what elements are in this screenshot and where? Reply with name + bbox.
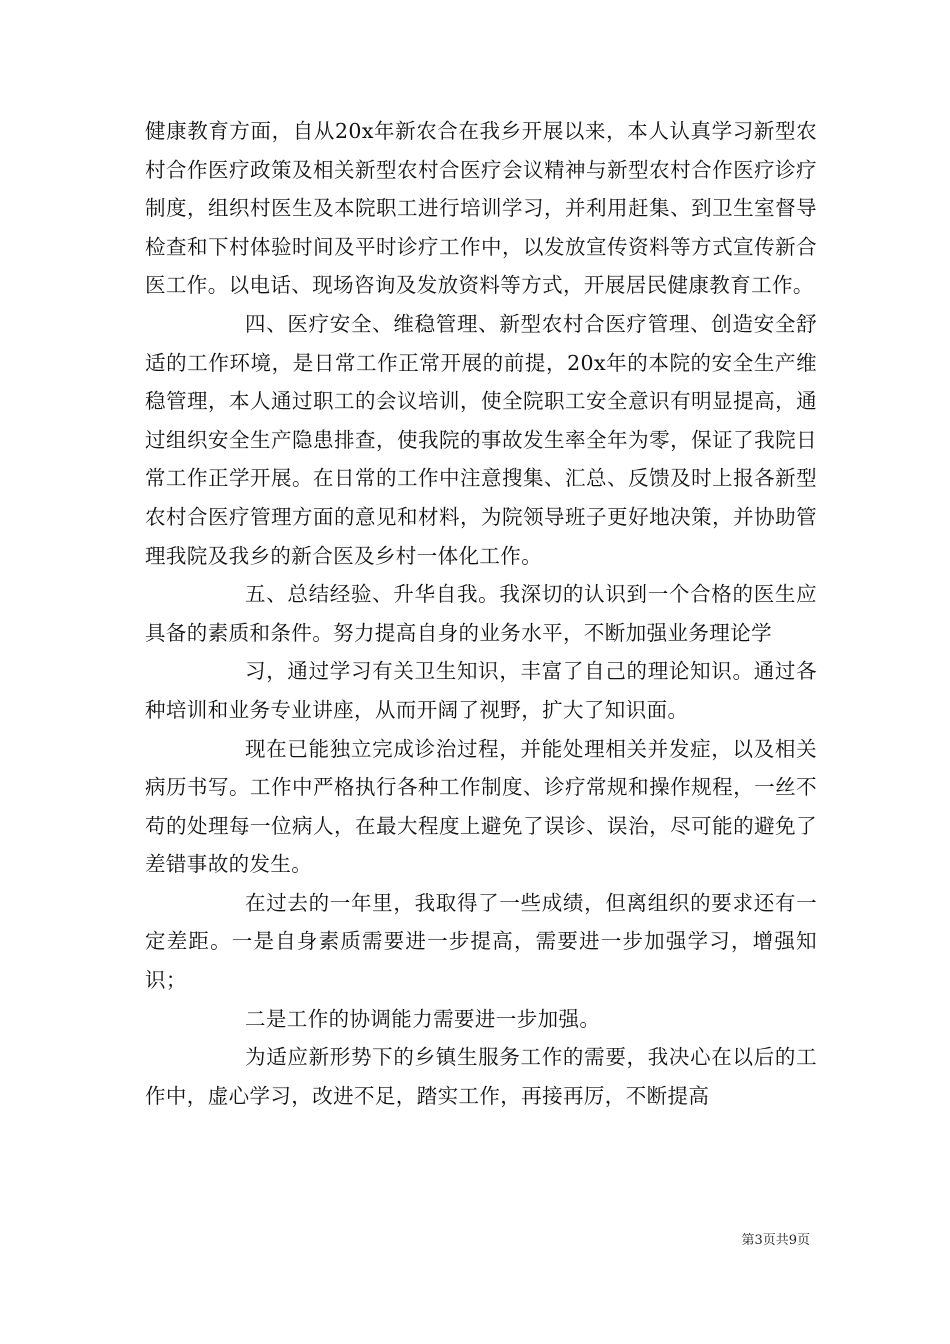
paragraph-health-education: 健康教育方面，自从20x年新农合在我乡开展以来，本人认真学习新型农村合作医疗政策及相关新型农村合医疗会议精神与新型农村合作医疗诊疗制度，组织村医生及本院职工进行培训学习，并利用赶集、到卫生室督导检查和下村体验时间及平时诊疗工作中，以发放宣传资料等方式宣传新合医工作。以电话、现场咨询及发放资料等方式，开展居民健康教育工作。	[145, 119, 817, 298]
paragraph-future-resolve: 为适应新形势下的乡镇生服务工作的需要，我决心在以后的工作中，虚心学习，改进不足，踏实工作，再接再厉，不断提高	[145, 1045, 817, 1108]
body-text	[145, 112, 817, 1115]
paragraph-coordination: 二是工作的协调能力需要进一步加强。	[245, 1006, 601, 1031]
paragraph-medical-safety: 四、医疗安全、维稳管理、新型农村合医疗管理、创造安全舒适的工作环境，是日常工作正常开展的前提，20x年的本院的安全生产维稳管理，本人通过职工的会议培训，使全院职工安全意识有明显提高，通过组织安全生产隐患排查，使我院的事故发生率全年为零，保证了我院日常工作正学开展。在日常的工作中注意搜集、汇总、反馈及时上报各新型农村合医疗管理方面的意见和材料，为院领导班子更好地决策，并协助管理我院及我乡的新合医及乡村一体化工作。	[145, 311, 817, 568]
page-number: 第3页共9页	[741, 1233, 810, 1248]
paragraph-summary-experience: 五、总结经验、升华自我。我深切的认识到一个合格的医生应具备的素质和条件。努力提高自身的业务水平，不断加强业务理论学	[145, 582, 817, 645]
paragraph-diagnosis-ability: 现在已能独立完成诊治过程，并能处理相关并发症，以及相关病历书写。工作中严格执行各种工作制度、诊疗常规和操作规程，一丝不苟的处理每一位病人，在最大程度上避免了误诊、误治，尽可能的避免了差错事故的发生。	[145, 736, 817, 877]
paragraph-study-knowledge: 习，通过学习有关卫生知识，丰富了自己的理论知识。通过各种培训和业务专业讲座，从而开阔了视野，扩大了知识面。	[145, 659, 817, 722]
paragraph-past-year: 在过去的一年里，我取得了一些成绩，但离组织的要求还有一定差距。一是自身素质需要进一步提高，需要进一步加强学习，增强知识；	[145, 890, 817, 993]
